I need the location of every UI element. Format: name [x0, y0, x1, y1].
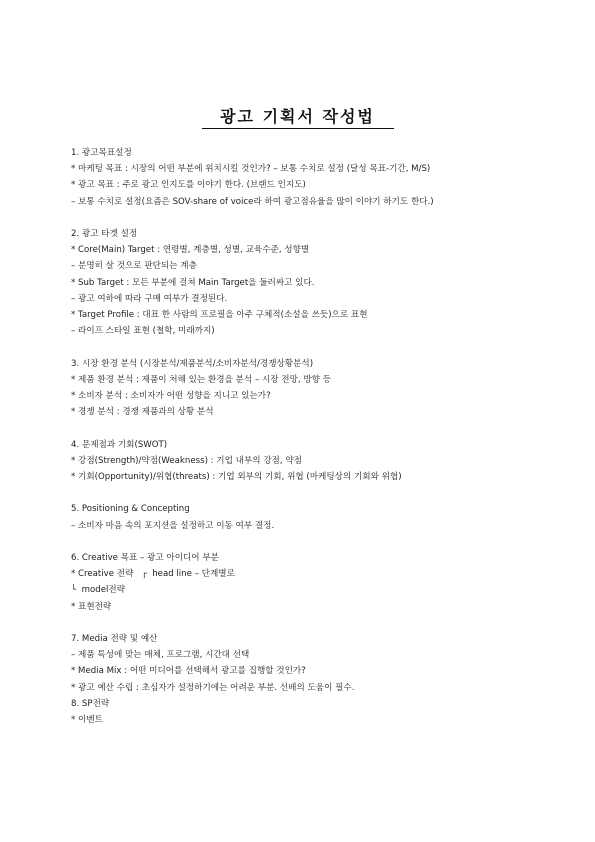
body-line: * 이벤트	[71, 715, 103, 726]
document-body	[71, 145, 531, 728]
body-line: * 광고 예산 수립 : 초심자가 설정하기에는 어려운 부분. 선배의 도움이 필수.	[71, 682, 355, 693]
body-line: * 제품 환경 분석 : 제품이 처해 있는 환경을 분석 – 시장 전망, 방향 등	[71, 374, 332, 385]
body-line: – 소비자 마음 속의 포지션을 설정하고 이동 여부 결정.	[71, 520, 275, 531]
section-swot	[71, 437, 531, 486]
body-line: – 라이프 스타일 표현 (철학, 미래까지)	[71, 326, 215, 337]
body-line: * 강점(Strength)/약점(Weakness) : 기업 내부의 강점, 약점	[71, 455, 302, 466]
section-creative	[71, 550, 531, 615]
section-gap	[71, 339, 531, 355]
section-heading: 5. Positioning & Concepting	[71, 504, 190, 515]
section-media	[71, 631, 531, 728]
body-line: * Creative 전략 ┌ head line – 단계별로	[71, 569, 235, 580]
section-heading: 4. 문제점과 기회(SWOT)	[71, 439, 168, 450]
body-line: – 분명히 살 것으로 판단되는 계층	[71, 261, 197, 272]
body-line: * Target Profile : 대표 한 사람의 프로필을 아주 구체적(소설을 쓰듯)으로 표현	[71, 310, 368, 321]
section-gap	[71, 534, 531, 550]
body-line: * 광고 목표 : 주로 광고 인지도를 이야기 한다. (브랜드 인지도)	[71, 180, 306, 191]
document-title: 광고 기획서 작성법	[220, 107, 375, 126]
section-gap	[71, 420, 531, 436]
body-line: * 표현전략	[71, 601, 112, 612]
section-heading: 6. Creative 목표 – 광고 아이디어 부분	[71, 553, 219, 563]
section-gap	[71, 615, 531, 631]
section-heading: 2. 광고 타겟 설정	[71, 229, 138, 239]
body-line: * 기회(Opportunity)/위협(threats) : 기업 외부의 기회, 위협 (마케팅상의 기회와 위협)	[71, 472, 402, 483]
body-line: └ model전략	[71, 585, 125, 596]
body-line: * Core(Main) Target : 연령별, 계층별, 성별, 교육수준, 성향별	[71, 245, 310, 256]
section-heading: 3. 시장 환경 분석 (시장분석/제품분석/소비자분석/경쟁상황분석)	[71, 358, 314, 369]
section-ad-goal	[71, 145, 531, 210]
section-market-analysis	[71, 356, 531, 421]
section-heading: 1. 광고목표설정	[71, 148, 132, 158]
section-gap	[71, 210, 531, 226]
body-line: * 경쟁 분석 : 경쟁 제품과의 상황 분석	[71, 407, 214, 418]
section-positioning	[71, 501, 531, 533]
body-line: * 마케팅 목표 : 시장의 어떤 부분에 위치시킬 것인가? – 보통 수치로 설정 (달성 목표-기간, M/S)	[71, 164, 431, 175]
body-line: – 보통 수치로 설정(요즘은 SOV-share of voice라 하여 광고점유율을 많이 이야기 하기도 한다.)	[71, 196, 434, 207]
section-heading: 7. Media 전략 및 예산	[71, 634, 158, 644]
title-underline	[202, 128, 394, 129]
body-line: * 소비자 분석 : 소비자가 어떤 성향을 지니고 있는가?	[71, 391, 271, 402]
body-line: * Media Mix : 어떤 미디어를 선택해서 광고를 집행할 것인가?	[71, 666, 306, 677]
body-line: 8. SP전략	[71, 698, 110, 709]
body-line: – 광고 여하에 따라 구매 여부가 결정된다.	[71, 293, 228, 304]
body-line: – 제품 특성에 맞는 매체, 프로그램, 시간대 선택	[71, 650, 250, 661]
section-gap	[71, 485, 531, 501]
body-line: * Sub Target : 모든 부분에 걸쳐 Main Target을 둘러싸고 있다.	[71, 277, 315, 288]
section-target	[71, 226, 531, 339]
